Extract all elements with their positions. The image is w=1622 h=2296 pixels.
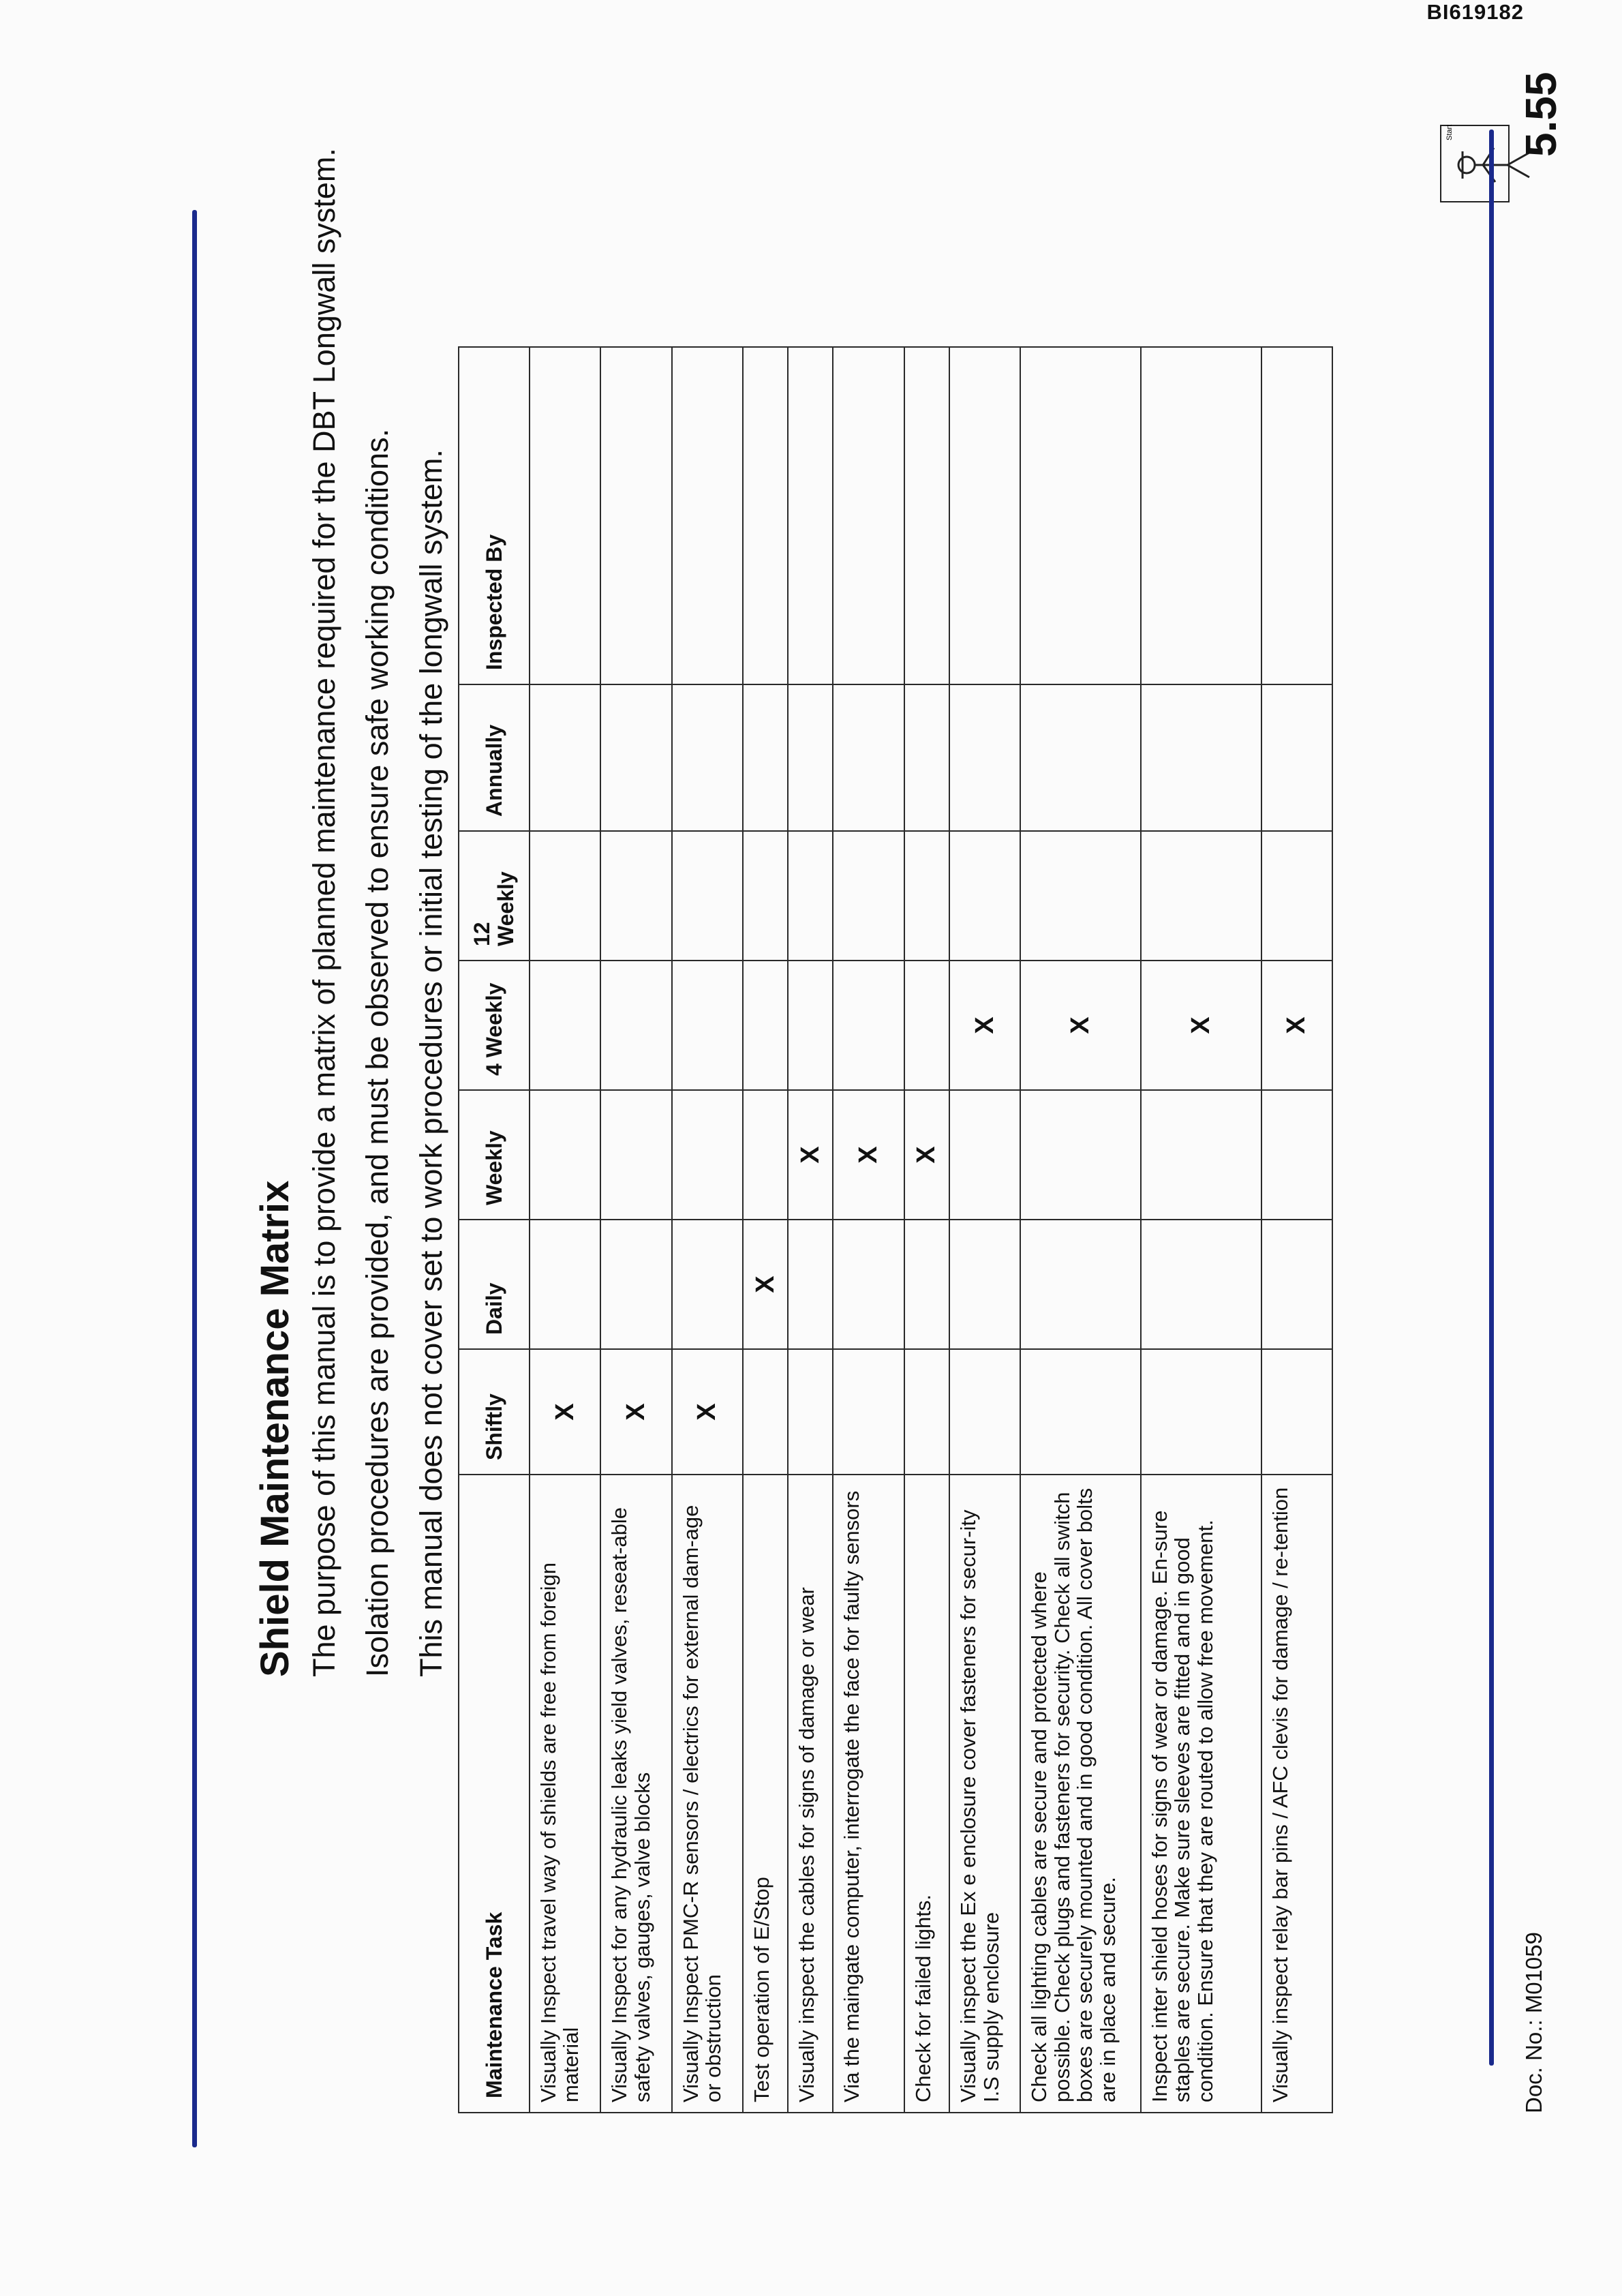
table-row bbox=[1141, 347, 1261, 2113]
logo-label: Start bbox=[1445, 124, 1454, 140]
weekly-cell bbox=[1261, 1090, 1332, 1220]
header-maintenance-task: Maintenance Task bbox=[459, 1475, 530, 2113]
daily-cell bbox=[833, 1220, 904, 1349]
twelve-weekly-cell bbox=[1141, 831, 1261, 961]
four-weekly-cell: X bbox=[1020, 961, 1141, 1090]
header-4-weekly: 4 Weekly bbox=[459, 961, 530, 1090]
twelve-weekly-cell bbox=[743, 831, 788, 961]
header-12-weekly bbox=[459, 831, 530, 961]
shiftly-cell: X bbox=[530, 1349, 600, 1475]
intro-paragraph-3: This manual does not cover set to work procedures or initial testing of the longwall system. bbox=[414, 449, 448, 1677]
shiftly-cell: X bbox=[600, 1349, 671, 1475]
annually-cell bbox=[833, 684, 904, 831]
daily-cell bbox=[1020, 1220, 1141, 1349]
twelve-weekly-cell bbox=[904, 831, 949, 961]
four-weekly-cell: X bbox=[1261, 961, 1332, 1090]
twelve-weekly-cell bbox=[672, 831, 743, 961]
daily-cell: X bbox=[743, 1220, 788, 1349]
inspected-by-cell bbox=[743, 347, 788, 684]
task-cell: Visually inspect the Ex e enclosure cover fasteners for secur-ity I.S supply enclosure bbox=[949, 1475, 1020, 2113]
task-cell: Test operation of E/Stop bbox=[743, 1475, 788, 2113]
document-id: BI619182 bbox=[1426, 0, 1524, 24]
header-weekly: Weekly bbox=[459, 1090, 530, 1220]
table-row bbox=[833, 347, 904, 2113]
annually-cell bbox=[1020, 684, 1141, 831]
table-row bbox=[904, 347, 949, 2113]
four-weekly-cell bbox=[833, 961, 904, 1090]
task-cell: Visually Inspect PMC-R sensors / electrics for external dam-age or obstruction bbox=[672, 1475, 743, 2113]
annually-cell bbox=[949, 684, 1020, 831]
annually-cell bbox=[530, 684, 600, 831]
weekly-cell bbox=[1020, 1090, 1141, 1220]
annually-cell bbox=[788, 684, 833, 831]
daily-cell bbox=[672, 1220, 743, 1349]
shiftly-cell bbox=[949, 1349, 1020, 1475]
page-number: 5.55 bbox=[1516, 72, 1565, 157]
task-cell: Check for failed lights. bbox=[904, 1475, 949, 2113]
task-cell: Visually Inspect for any hydraulic leaks yield valves, reseat-able safety valves, gauges, valve blocks bbox=[600, 1475, 671, 2113]
inspected-by-cell bbox=[672, 347, 743, 684]
twelve-weekly-cell bbox=[530, 831, 600, 961]
twelve-weekly-cell bbox=[949, 831, 1020, 961]
four-weekly-cell: X bbox=[949, 961, 1020, 1090]
shiftly-cell bbox=[1020, 1349, 1141, 1475]
table-row bbox=[788, 347, 833, 2113]
four-weekly-cell bbox=[530, 961, 600, 1090]
twelve-weekly-cell bbox=[1020, 831, 1141, 961]
twelve-weekly-cell bbox=[1261, 831, 1332, 961]
weekly-cell bbox=[530, 1090, 600, 1220]
table-row bbox=[530, 347, 600, 2113]
four-weekly-cell bbox=[904, 961, 949, 1090]
task-cell: Visually Inspect travel way of shields are free from foreign material bbox=[530, 1475, 600, 2113]
daily-cell bbox=[1261, 1220, 1332, 1349]
header-12-weekly-line1: 12 bbox=[470, 922, 495, 946]
annually-cell bbox=[904, 684, 949, 831]
four-weekly-cell bbox=[600, 961, 671, 1090]
table-row bbox=[949, 347, 1020, 2113]
weekly-cell bbox=[600, 1090, 671, 1220]
twelve-weekly-cell bbox=[833, 831, 904, 961]
task-cell: Visually inspect the cables for signs of damage or wear bbox=[788, 1475, 833, 2113]
table-row bbox=[1020, 347, 1141, 2113]
page-title: Shield Maintenance Matrix bbox=[253, 1180, 297, 1677]
inspected-by-cell bbox=[949, 347, 1020, 684]
inspected-by-cell bbox=[904, 347, 949, 684]
annually-cell bbox=[600, 684, 671, 831]
twelve-weekly-cell bbox=[600, 831, 671, 961]
annually-cell bbox=[672, 684, 743, 831]
daily-cell bbox=[788, 1220, 833, 1349]
weekly-cell bbox=[1141, 1090, 1261, 1220]
shiftly-cell bbox=[1261, 1349, 1332, 1475]
inspected-by-cell bbox=[1020, 347, 1141, 684]
task-cell: Via the maingate computer, interrogate the face for faulty sensors bbox=[833, 1475, 904, 2113]
task-cell: Check all lighting cables are secure and protected where possible. Check plugs and fasteners for security. Check all switch boxes are securely mounted and in good condition. All cover bolts are in place and secure. bbox=[1020, 1475, 1141, 2113]
daily-cell bbox=[949, 1220, 1020, 1349]
intro-paragraph-2: Isolation procedures are provided, and must be observed to ensure safe working conditions. bbox=[360, 428, 395, 1677]
weekly-cell bbox=[743, 1090, 788, 1220]
inspected-by-cell bbox=[788, 347, 833, 684]
four-weekly-cell bbox=[672, 961, 743, 1090]
daily-cell bbox=[904, 1220, 949, 1349]
header-12-weekly-line2: Weekly bbox=[493, 871, 518, 946]
weekly-cell: X bbox=[904, 1090, 949, 1220]
annually-cell bbox=[743, 684, 788, 831]
table-row bbox=[600, 347, 671, 2113]
weekly-cell bbox=[949, 1090, 1020, 1220]
shiftly-cell bbox=[1141, 1349, 1261, 1475]
header-daily: Daily bbox=[459, 1220, 530, 1349]
annually-cell bbox=[1261, 684, 1332, 831]
left-accent-rule bbox=[192, 210, 197, 2147]
twelve-weekly-cell bbox=[788, 831, 833, 961]
daily-cell bbox=[530, 1220, 600, 1349]
table-header-row bbox=[459, 347, 530, 2113]
intro-paragraph-1: The purpose of this manual is to provide a matrix of planned maintenance required for the DBT Longwall system. bbox=[307, 148, 341, 1677]
shiftly-cell bbox=[788, 1349, 833, 1475]
daily-cell bbox=[600, 1220, 671, 1349]
shiftly-cell bbox=[833, 1349, 904, 1475]
maintenance-matrix-table bbox=[458, 346, 1333, 2113]
four-weekly-cell bbox=[788, 961, 833, 1090]
annually-cell bbox=[1141, 684, 1261, 831]
header-annually: Annually bbox=[459, 684, 530, 831]
inspected-by-cell bbox=[600, 347, 671, 684]
header-inspected-by: Inspected By bbox=[459, 347, 530, 684]
header-shiftly: Shiftly bbox=[459, 1349, 530, 1475]
weekly-cell: X bbox=[833, 1090, 904, 1220]
task-cell: Inspect inter shield hoses for signs of wear or damage. En-sure staples are secure. Make sure sleeves are fitted and in good condition. Ensure that they are routed to allow free movement. bbox=[1141, 1475, 1261, 2113]
shiftly-cell bbox=[904, 1349, 949, 1475]
rotated-page-content bbox=[211, 72, 1565, 2113]
inspected-by-cell bbox=[530, 347, 600, 684]
task-cell: Visually inspect relay bar pins / AFC clevis for damage / re-tention bbox=[1261, 1475, 1332, 2113]
table-row bbox=[672, 347, 743, 2113]
document-number: Doc. No.: M01059 bbox=[1521, 1932, 1546, 2113]
shiftly-cell: X bbox=[672, 1349, 743, 1475]
four-weekly-cell: X bbox=[1141, 961, 1261, 1090]
four-weekly-cell bbox=[743, 961, 788, 1090]
weekly-cell bbox=[672, 1090, 743, 1220]
table-row bbox=[1261, 347, 1332, 2113]
inspected-by-cell bbox=[1141, 347, 1261, 684]
table-row bbox=[743, 347, 788, 2113]
inspected-by-cell bbox=[833, 347, 904, 684]
shiftly-cell bbox=[743, 1349, 788, 1475]
inspected-by-cell bbox=[1261, 347, 1332, 684]
weekly-cell: X bbox=[788, 1090, 833, 1220]
daily-cell bbox=[1141, 1220, 1261, 1349]
